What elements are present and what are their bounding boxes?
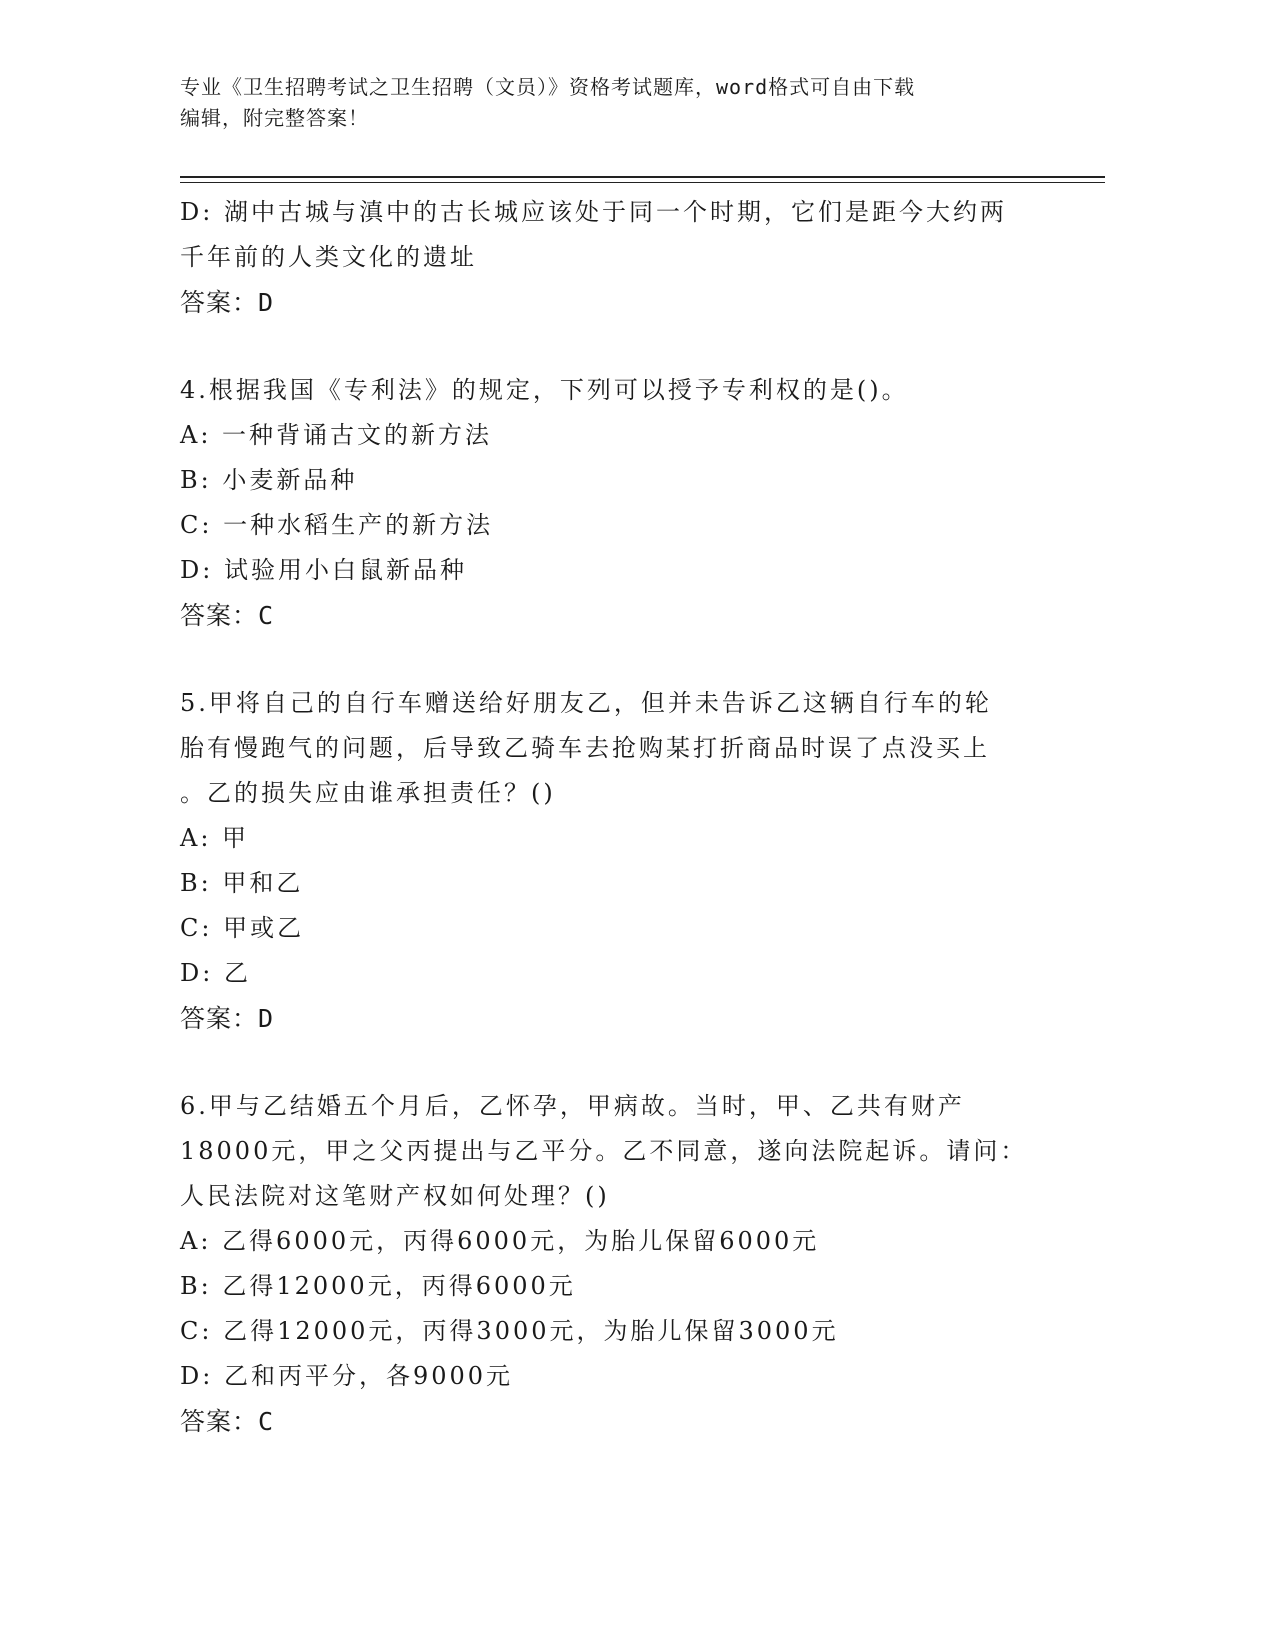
spacer <box>180 325 1060 368</box>
question-text-line-1: 5.甲将自己的自行车赠送给好朋友乙，但并未告诉乙这辆自行车的轮 <box>180 689 992 717</box>
header-line-1: 专业《卫生招聘考试之卫生招聘（文员）》资格考试题库，word格式可自由下载 <box>180 75 916 99</box>
option-c: C: 一种水稻生产的新方法 <box>180 511 494 539</box>
question-text-line-1: 6.甲与乙结婚五个月后，乙怀孕，甲病故。当时，甲、乙共有财产 <box>180 1092 965 1120</box>
document-header <box>180 72 1060 134</box>
answer-text: 答案：C <box>180 1407 275 1436</box>
option-c: C: 甲或乙 <box>180 914 305 942</box>
option-a: A: 乙得6000元，丙得6000元，为胎儿保留6000元 <box>180 1227 820 1255</box>
answer-text: 答案：D <box>180 288 275 317</box>
question-text-line-3: 。乙的损失应由谁承担责任？() <box>180 779 556 807</box>
option-d-line-1: D: 湖中古城与滇中的古长城应该处于同一个时期，它们是距今大约两 <box>180 198 1007 226</box>
option-d: D: 乙和丙平分，各9000元 <box>180 1362 514 1390</box>
option-b: B: 乙得12000元，丙得6000元 <box>180 1272 576 1300</box>
answer-text: 答案：C <box>180 601 275 630</box>
spacer <box>180 638 1060 681</box>
document-page <box>180 0 1120 1650</box>
option-d-line-2: 千年前的人类文化的遗址 <box>180 243 477 271</box>
option-d: D: 试验用小白鼠新品种 <box>180 556 467 584</box>
option-a: A: 一种背诵古文的新方法 <box>180 421 493 449</box>
option-c: C: 乙得12000元，丙得3000元，为胎儿保留3000元 <box>180 1317 839 1345</box>
option-b: B: 甲和乙 <box>180 869 304 897</box>
option-b: B: 小麦新品种 <box>180 466 358 494</box>
question-text-line-2: 18000元，甲之父丙提出与乙平分。乙不同意，遂向法院起诉。请问： <box>180 1137 1028 1165</box>
question-6 <box>180 1084 1060 1444</box>
option-a: A: 甲 <box>180 824 250 852</box>
option-d: D: 乙 <box>180 959 251 987</box>
question-text-line-3: 人民法院对这笔财产权如何处理？() <box>180 1182 610 1210</box>
question-3-continued <box>180 190 1060 325</box>
header-divider-thin <box>180 182 1105 183</box>
question-list <box>180 190 1060 1444</box>
question-text: 4.根据我国《专利法》的规定，下列可以授予专利权的是()。 <box>180 376 909 404</box>
answer-text: 答案：D <box>180 1004 275 1033</box>
question-5 <box>180 681 1060 1041</box>
spacer <box>180 1041 1060 1084</box>
header-line-2: 编辑，附完整答案！ <box>180 106 369 130</box>
question-4 <box>180 368 1060 638</box>
header-divider-thick <box>180 176 1105 178</box>
question-text-line-2: 胎有慢跑气的问题，后导致乙骑车去抢购某打折商品时误了点没买上 <box>180 734 990 762</box>
